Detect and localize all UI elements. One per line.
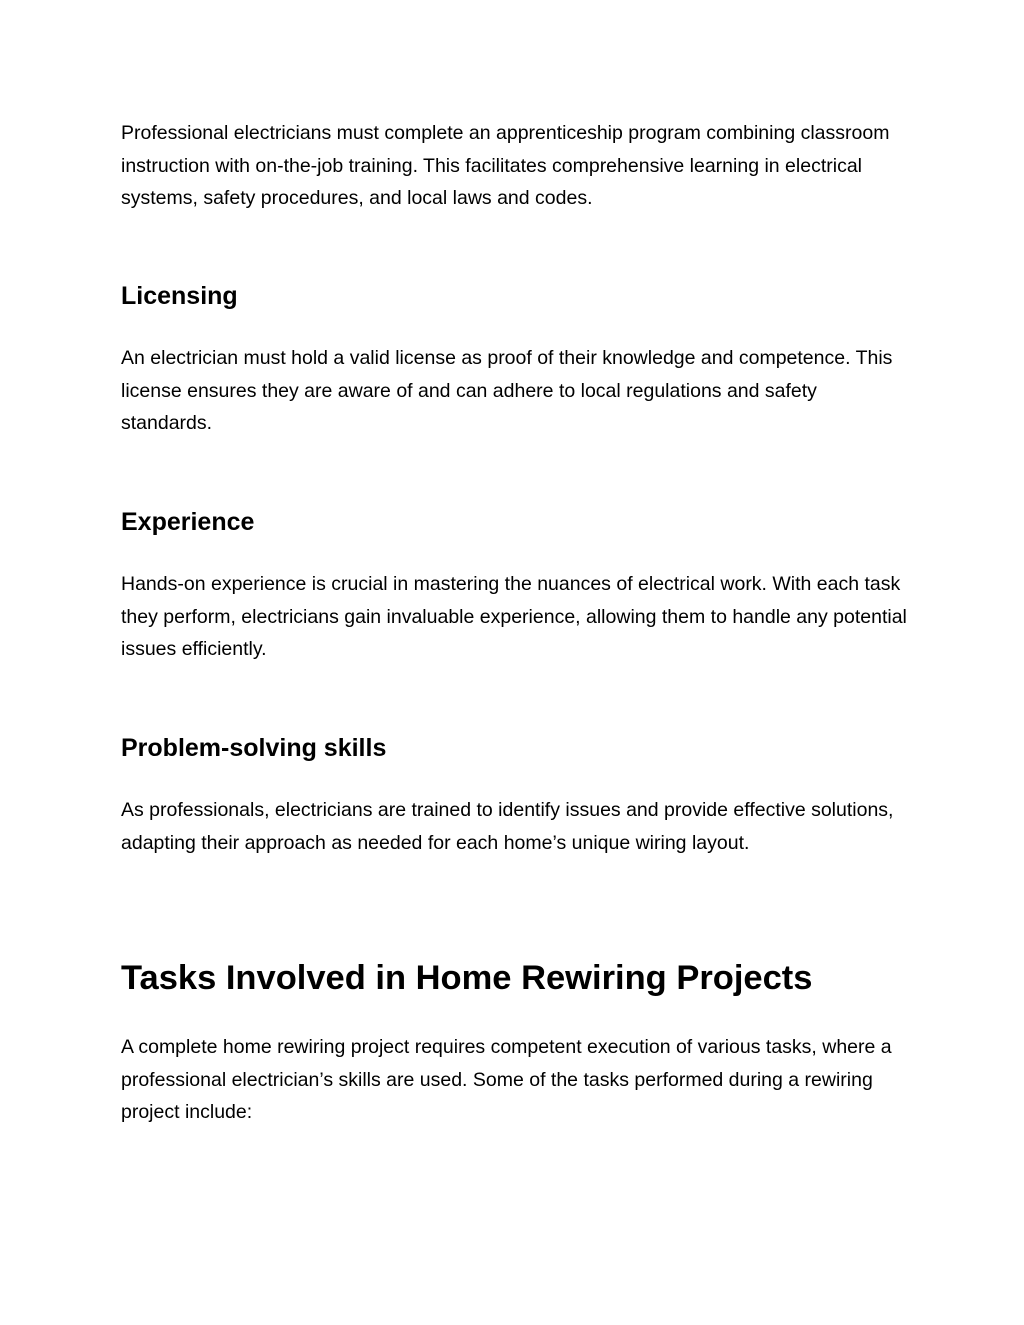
section-body-problem-solving: As professionals, electricians are trained to identify issues and provide effective solutions, adapting their approach as needed for each home’s unique wiring layout. — [121, 799, 894, 854]
section-heading-experience: Experience — [121, 508, 255, 536]
section-body-experience: Hands-on experience is crucial in mastering the nuances of electrical work. With each task they perform, electricians gain invaluable experience, allowing them to handle any potential issues efficiently. — [121, 573, 907, 661]
section-body-licensing: An electrician must hold a valid license as proof of their knowledge and competence. This license ensures they are aware of and can adhere to local regulations and safety standards. — [121, 347, 893, 435]
tasks-heading: Tasks Involved in Home Rewiring Projects — [121, 959, 813, 997]
intro-paragraph: Professional electricians must complete an apprenticeship program combining classroom instruction with on-the-job training. This facilitates comprehensive learning in electrical systems, safety procedures, and local laws and codes. — [121, 122, 890, 210]
tasks-body: A complete home rewiring project requires competent execution of various tasks, where a professional electrician’s skills are used. Some of the tasks performed during a rewiring project include: — [121, 1036, 892, 1124]
section-heading-licensing: Licensing — [121, 282, 238, 310]
section-heading-problem-solving: Problem-solving skills — [121, 734, 387, 762]
